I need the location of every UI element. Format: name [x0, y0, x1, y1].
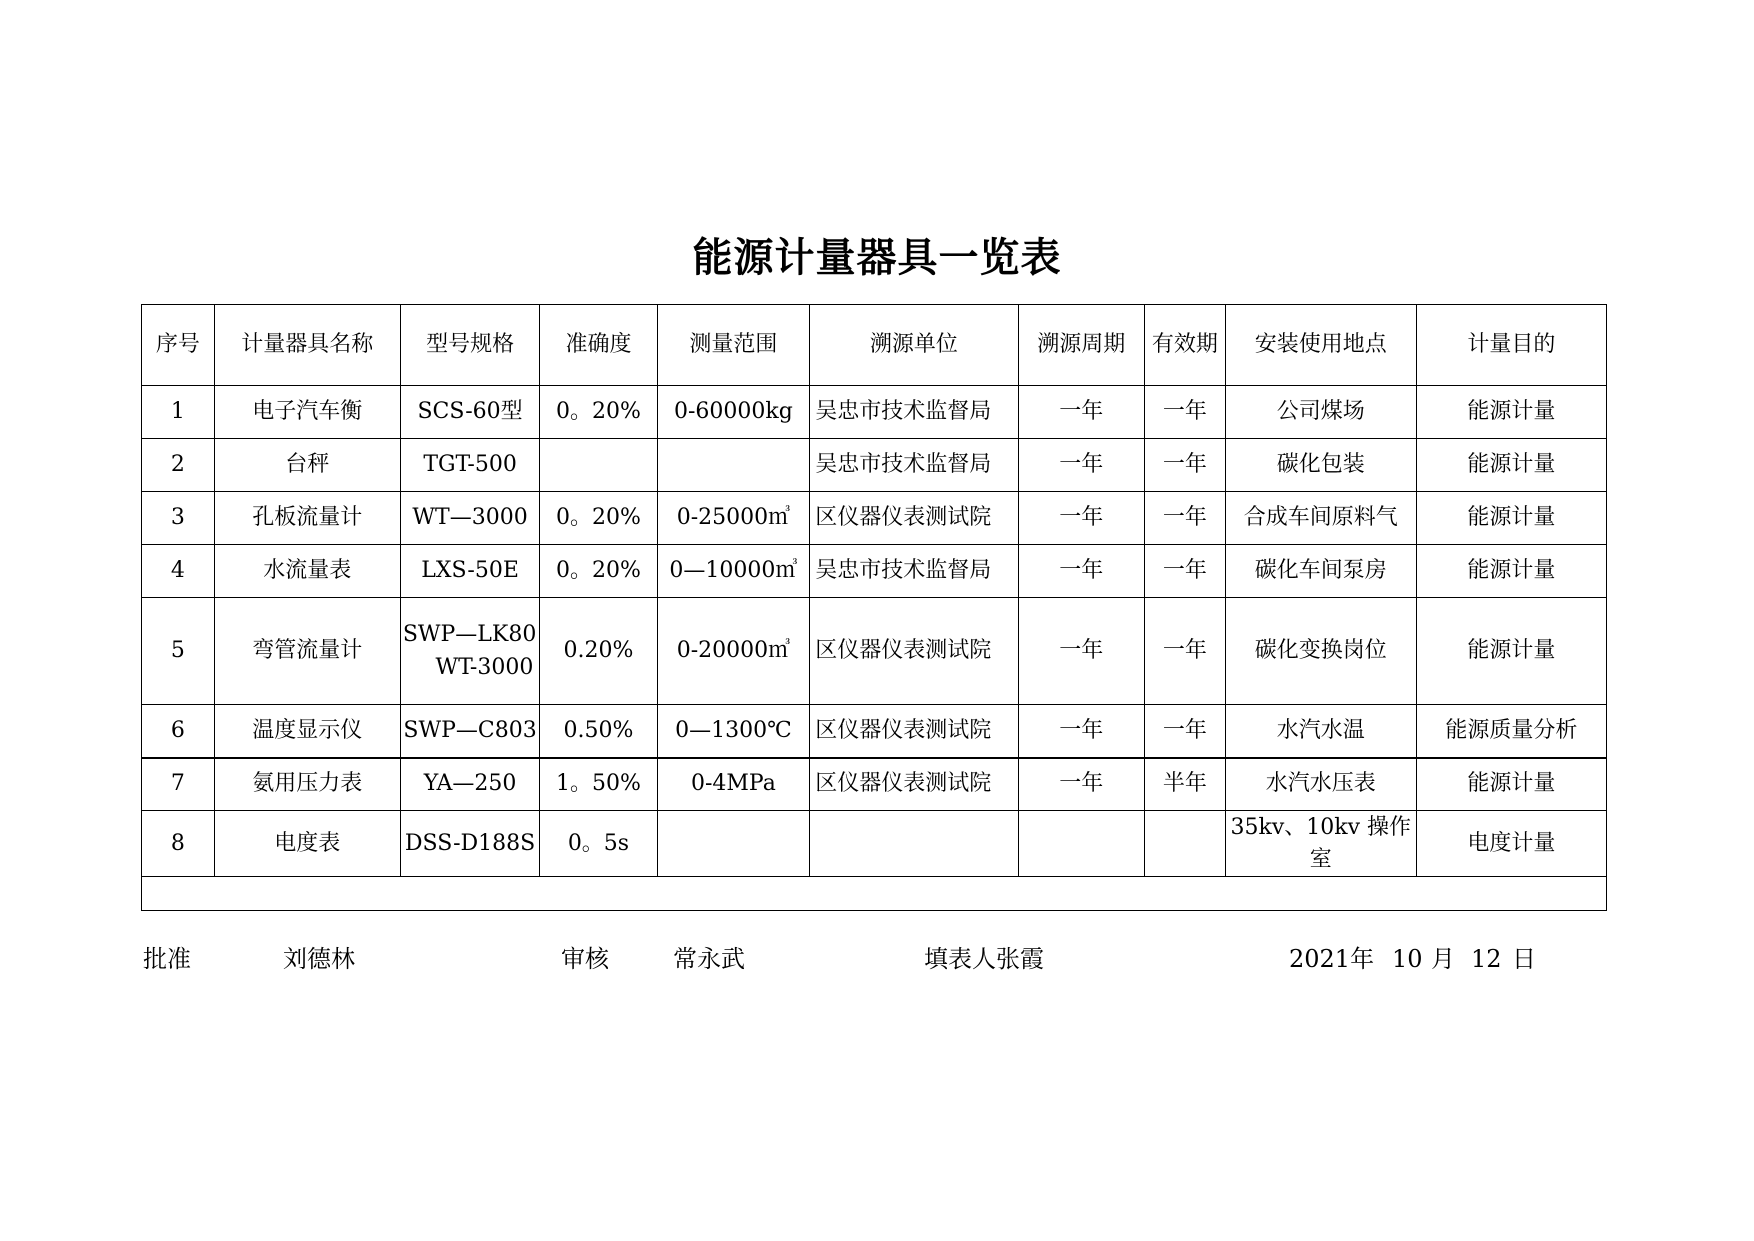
cell-location: 合成车间原料气: [1225, 492, 1416, 545]
header-name: 计量器具名称: [214, 305, 400, 386]
review-label: 审核: [561, 945, 609, 973]
cell-name: 孔板流量计: [214, 492, 400, 545]
cell-range: 0-20000㎥: [657, 598, 810, 705]
header-no: 序号: [142, 305, 215, 386]
cell-no: 4: [142, 545, 215, 598]
cell-model: SCS-60型: [400, 386, 540, 439]
cell-accuracy: [540, 439, 657, 492]
date-month: 10: [1392, 945, 1423, 973]
cell-name: 台秤: [214, 439, 400, 492]
cell-no: 6: [142, 705, 215, 758]
table-row: [142, 492, 1607, 545]
cell-purpose: 能源质量分析: [1416, 705, 1606, 758]
cell-range: 0—10000㎥: [657, 545, 810, 598]
cell-validity: 一年: [1144, 705, 1225, 758]
cell-validity: 一年: [1144, 386, 1225, 439]
cell-location: 公司煤场: [1225, 386, 1416, 439]
cell-trace-unit: 吴忠市技术监督局: [810, 545, 1018, 598]
cell-model: TGT-500: [400, 439, 540, 492]
cell-validity: 半年: [1144, 758, 1225, 811]
cell-location: 碳化变换岗位: [1225, 598, 1416, 705]
cell-model: WT—3000: [400, 492, 540, 545]
cell-location: 水汽水温: [1225, 705, 1416, 758]
cell-trace-unit: 区仪器仪表测试院: [810, 492, 1018, 545]
cell-model: YA—250: [400, 758, 540, 811]
date-year: 2021年: [1289, 945, 1375, 973]
date-day: 12: [1471, 945, 1502, 973]
cell-no: 7: [142, 758, 215, 811]
cell-range: [657, 439, 810, 492]
table-empty-row: [142, 877, 1607, 911]
document-title: 能源计量器具一览表: [692, 235, 1062, 281]
cell-trace-cycle: 一年: [1018, 545, 1144, 598]
cell-trace-unit: 吴忠市技术监督局: [810, 439, 1018, 492]
empty-row-cell: [142, 877, 1607, 911]
filler-label: 填表人张霞: [924, 945, 1044, 973]
cell-trace-unit: 区仪器仪表测试院: [810, 758, 1018, 811]
cell-trace-unit: 区仪器仪表测试院: [810, 705, 1018, 758]
cell-no: 3: [142, 492, 215, 545]
cell-accuracy: 0.50%: [540, 705, 657, 758]
cell-location: 碳化车间泵房: [1225, 545, 1416, 598]
cell-range: 0-25000㎥: [657, 492, 810, 545]
table-row: [142, 811, 1607, 877]
cell-range: 0-60000kg: [657, 386, 810, 439]
month-label: 月: [1431, 945, 1455, 973]
cell-validity: 一年: [1144, 439, 1225, 492]
cell-trace-cycle: 一年: [1018, 758, 1144, 811]
header-trace-unit: 溯源单位: [810, 305, 1018, 386]
cell-trace-unit: [810, 811, 1018, 877]
cell-trace-cycle: 一年: [1018, 492, 1144, 545]
cell-name: 氨用压力表: [214, 758, 400, 811]
cell-location: 碳化包装: [1225, 439, 1416, 492]
cell-purpose: 能源计量: [1416, 598, 1606, 705]
cell-model: DSS-D188S: [400, 811, 540, 877]
cell-validity: 一年: [1144, 598, 1225, 705]
header-model: 型号规格: [400, 305, 540, 386]
header-location: 安装使用地点: [1225, 305, 1416, 386]
cell-model: LXS-50E: [400, 545, 540, 598]
cell-trace-cycle: 一年: [1018, 439, 1144, 492]
table-row: [142, 758, 1607, 811]
cell-no: 2: [142, 439, 215, 492]
cell-purpose: 电度计量: [1416, 811, 1606, 877]
cell-no: 1: [142, 386, 215, 439]
cell-no: 8: [142, 811, 215, 877]
cell-accuracy: 0。20%: [540, 386, 657, 439]
header-purpose: 计量目的: [1416, 305, 1606, 386]
day-label: 日: [1512, 945, 1536, 973]
cell-name: 温度显示仪: [214, 705, 400, 758]
cell-trace-unit: 吴忠市技术监督局: [810, 386, 1018, 439]
table-row: [142, 386, 1607, 439]
table-row: [142, 598, 1607, 705]
cell-trace-cycle: [1018, 811, 1144, 877]
header-range: 测量范围: [657, 305, 810, 386]
table-row: [142, 439, 1607, 492]
cell-range: [657, 811, 810, 877]
cell-model-line-2: WT-3000: [435, 655, 534, 680]
cell-trace-cycle: 一年: [1018, 705, 1144, 758]
header-validity: 有效期: [1144, 305, 1225, 386]
cell-range: 0—1300℃: [657, 705, 810, 758]
cell-validity: 一年: [1144, 545, 1225, 598]
cell-model: [400, 598, 540, 705]
approve-name: 刘德林: [283, 945, 355, 973]
cell-accuracy: 0.20%: [540, 598, 657, 705]
cell-model-line-1: SWP—LK80: [402, 622, 537, 647]
review-name: 常永武: [673, 945, 745, 973]
cell-purpose: 能源计量: [1416, 386, 1606, 439]
cell-validity: [1144, 811, 1225, 877]
metering-instruments-table: [141, 304, 1607, 911]
cell-purpose: 能源计量: [1416, 758, 1606, 811]
cell-purpose: 能源计量: [1416, 492, 1606, 545]
cell-accuracy: 1。50%: [540, 758, 657, 811]
header-accuracy: 准确度: [540, 305, 657, 386]
cell-location: 水汽水压表: [1225, 758, 1416, 811]
cell-accuracy: 0。5s: [540, 811, 657, 877]
cell-trace-unit: 区仪器仪表测试院: [810, 598, 1018, 705]
cell-accuracy: 0。20%: [540, 545, 657, 598]
table-row: [142, 705, 1607, 758]
cell-purpose: 能源计量: [1416, 439, 1606, 492]
header-trace-cycle: 溯源周期: [1018, 305, 1144, 386]
cell-name: 电度表: [214, 811, 400, 877]
cell-trace-cycle: 一年: [1018, 598, 1144, 705]
cell-purpose: 能源计量: [1416, 545, 1606, 598]
table-header-row: [142, 305, 1607, 386]
cell-name: 电子汽车衡: [214, 386, 400, 439]
approve-label: 批准: [143, 945, 191, 973]
cell-accuracy: 0。20%: [540, 492, 657, 545]
cell-model: SWP—C803: [400, 705, 540, 758]
table-row: [142, 545, 1607, 598]
cell-no: 5: [142, 598, 215, 705]
cell-name: 弯管流量计: [214, 598, 400, 705]
cell-range: 0-4MPa: [657, 758, 810, 811]
cell-validity: 一年: [1144, 492, 1225, 545]
cell-name: 水流量表: [214, 545, 400, 598]
cell-trace-cycle: 一年: [1018, 386, 1144, 439]
cell-location: 35kv、10kv 操作室: [1225, 811, 1416, 877]
